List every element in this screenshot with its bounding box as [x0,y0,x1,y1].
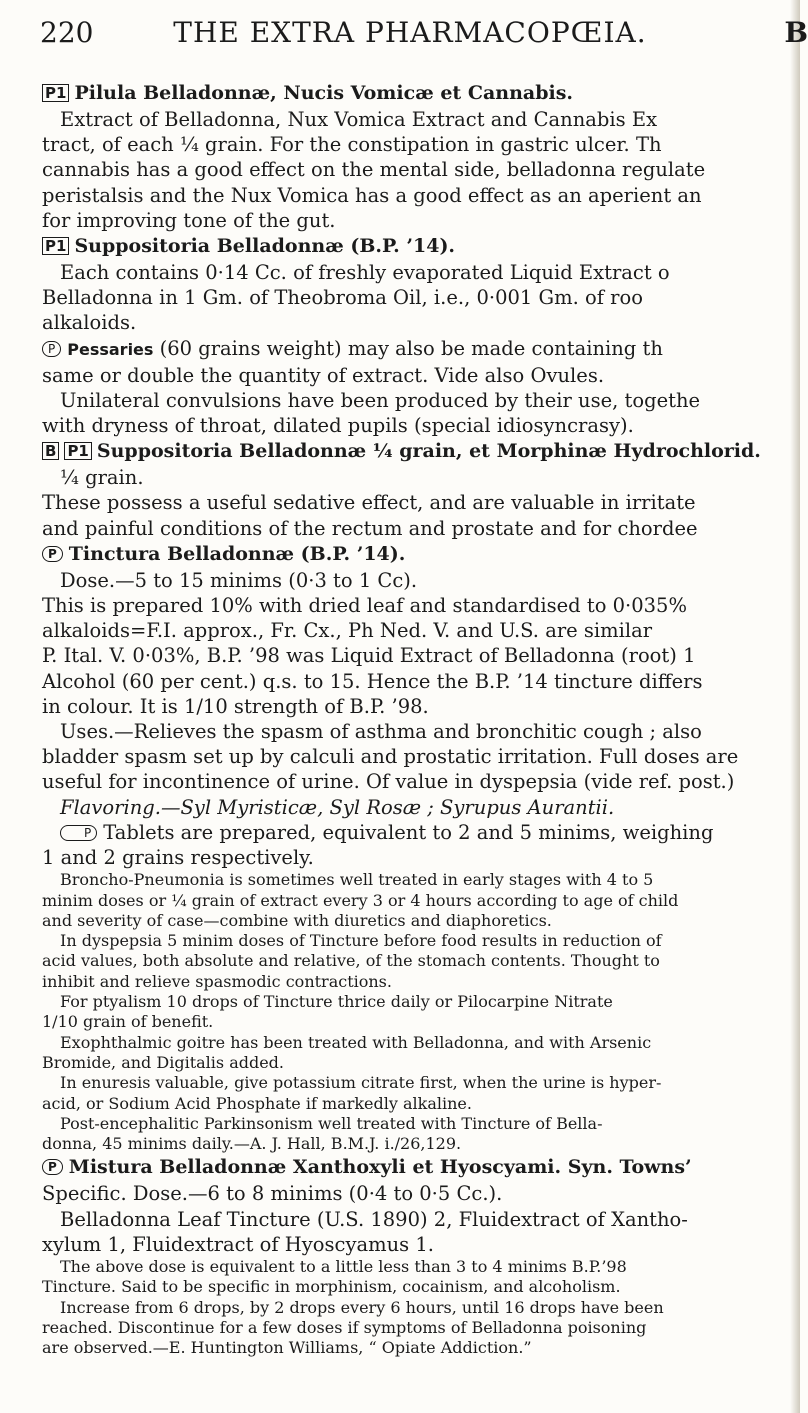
note-line: Tincture. Said to be specific in morphinism, cocainism, and alcoholism. [42,1277,621,1297]
dose-line: Dose.—5 to 15 minims (0·3 to 1 Cc). [60,568,418,592]
entry-suppositoria-belladonnae [42,233,782,336]
note-line: 1/10 grain of benefit. [42,1012,214,1032]
note-line: and severity of case—combine with diuretics and diaphoretics. [42,910,552,930]
p-circle-badge: P [42,1159,63,1175]
text-line: peristalsis and the Nux Vomica has a good effect as an aperient an [42,183,702,207]
page-content [42,80,782,1359]
note-line: Post-encephalitic Parkinsonism well treated with Tincture of Bella- [60,1113,603,1133]
text-line: These possess a useful sedative effect, and are valuable in irritate [42,491,696,515]
p1-badge: P1 [64,442,91,460]
note-line: acid values, both absolute and relative, of the stomach contents. Thought to [42,951,660,971]
edge-letter: B [784,16,808,49]
running-title: THE EXTRA PHARMACOPŒIA. [173,16,647,49]
note-line: In enuresis valuable, give potassium citrate first, when the urine is hyper- [60,1073,662,1093]
text-line: (60 grains weight) may also be made containing th [159,336,663,360]
entry-title: Suppositoria Belladonnæ (B.P. ’14). [74,235,456,258]
text-line: bladder spasm set up by calculi and prostatic irritation. Full doses are [42,745,739,769]
text-line: Alcohol (60 per cent.) q.s. to 15. Hence the B.P. ’14 tincture differs [42,669,703,693]
entry-title: Tinctura Belladonnæ (B.P. ’14). [68,542,406,565]
text-line: Extract of Belladonna, Nux Vomica Extract and Cannabis Ex [60,108,658,131]
text-line: Unilateral convulsions have been produced by their use, togethe [60,388,701,412]
text-line: P. Ital. V. 0·03%, B.P. ’98 was Liquid Extract of Belladonna (root) 1 [42,644,696,668]
entry-pessaries [42,336,782,439]
p-circle-badge: P [60,825,97,841]
text-line: cannabis has a good effect on the mental side, belladonna regulate [42,158,706,182]
p-circle-badge: P [42,546,63,562]
b-badge: B [42,442,59,460]
text-line: Each contains 0·14 Cc. of freshly evaporated Liquid Extract o [60,261,670,285]
entry-title: Mistura Belladonnæ Xanthoxyli et Hyoscyami. Syn. Towns’ [68,1156,692,1179]
note-line: inhibit and relieve spasmodic contractions. [42,971,392,991]
note-line: In dyspepsia 5 minim doses of Tincture before food results in reduction of [60,931,662,951]
text-line: ¼ grain. [60,466,144,490]
uses-line: Uses.—Relieves the spasm of asthma and bronchitic cough ; also [60,720,702,744]
note-line: Bromide, and Digitalis added. [42,1052,285,1072]
text-line: alkaloids. [42,311,137,335]
note-line: Increase from 6 drops, by 2 drops every 6 hours, until 16 drops have been [60,1297,664,1317]
text-line: Belladonna in 1 Gm. of Theobroma Oil, i.e., 0·001 Gm. of roo [42,286,643,310]
p1-badge: P1 [42,237,69,255]
entry-title: Pilula Belladonnæ, Nucis Vomicæ et Cannabis. [74,82,574,104]
text-line: tract, of each ¼ grain. For the constipation in gastric ulcer. Th [42,133,662,157]
note-line: Broncho-Pneumonia is sometimes well treated in early stages with 4 to 5 [60,870,654,890]
page-edge-shadow [790,0,800,1413]
text-line: for improving tone of the gut. [42,208,336,232]
text-line: in colour. It is 1/10 strength of B.P. ’98. [42,694,429,718]
flavoring-line: Flavoring.—Syl Myristicæ, Syl Rosæ ; Syrupus Aurantii. [60,795,615,819]
note-line: minim doses or ¼ grain of extract every 3 or 4 hours according to age of child [42,890,679,910]
entry-mistura-belladonnae [42,1154,782,1358]
p-circle-badge: P [42,341,61,357]
text-line: xylum 1, Fluidextract of Hyoscyamus 1. [42,1232,434,1256]
p1-badge: P1 [42,84,69,102]
entry-lead: Pessaries [67,339,154,359]
text-line: same or double the quantity of extract. Vide also Ovules. [42,363,605,387]
page-header [40,10,808,60]
tablets-line: 1 and 2 grains respectively. [42,846,314,870]
text-line: with dryness of throat, dilated pupils (special idiosyncrasy). [42,414,634,438]
text-line: and painful conditions of the rectum and prostate and for chordee [42,516,698,540]
text-line: This is prepared 10% with dried leaf and standardised to 0·035% [42,594,687,618]
entry-tinctura-belladonnae [42,541,782,1155]
entry-title: Suppositoria Belladonnæ ¼ grain, et Morphinæ Hydrochlorid. [96,440,761,463]
note-line: acid, or Sodium Acid Phosphate if markedly alkaline. [42,1093,472,1113]
entry-suppositoria-morphinae [42,438,782,541]
dose-line: Specific. Dose.—6 to 8 minims (0·4 to 0·5 Cc.). [42,1182,503,1206]
note-line: Exophthalmic goitre has been treated with Belladonna, and with Arsenic [60,1032,652,1052]
text-line: useful for incontinence of urine. Of value in dyspepsia (vide ref. post.) [42,770,735,794]
note-line: For ptyalism 10 drops of Tincture thrice daily or Pilocarpine Nitrate [60,992,613,1012]
note-line: donna, 45 minims daily.—A. J. Hall, B.M.J. i./26,129. [42,1134,462,1154]
note-line: The above dose is equivalent to a little less than 3 to 4 minims B.P.’98 [60,1257,627,1277]
page-number: 220 [40,16,94,49]
text-line: Belladonna Leaf Tincture (U.S. 1890) 2, Fluidextract of Xantho- [60,1207,688,1231]
entry-pilula-belladonnae [42,80,782,233]
note-line: reached. Discontinue for a few doses if symptoms of Belladonna poisoning [42,1317,647,1337]
text-line: alkaloids=F.I. approx., Fr. Cx., Ph Ned. V. and U.S. are similar [42,619,653,643]
tablets-line: Tablets are prepared, equivalent to 2 and 5 minims, weighing [103,820,714,844]
note-line: are observed.—E. Huntington Williams, “ Opiate Addiction.” [42,1338,532,1358]
